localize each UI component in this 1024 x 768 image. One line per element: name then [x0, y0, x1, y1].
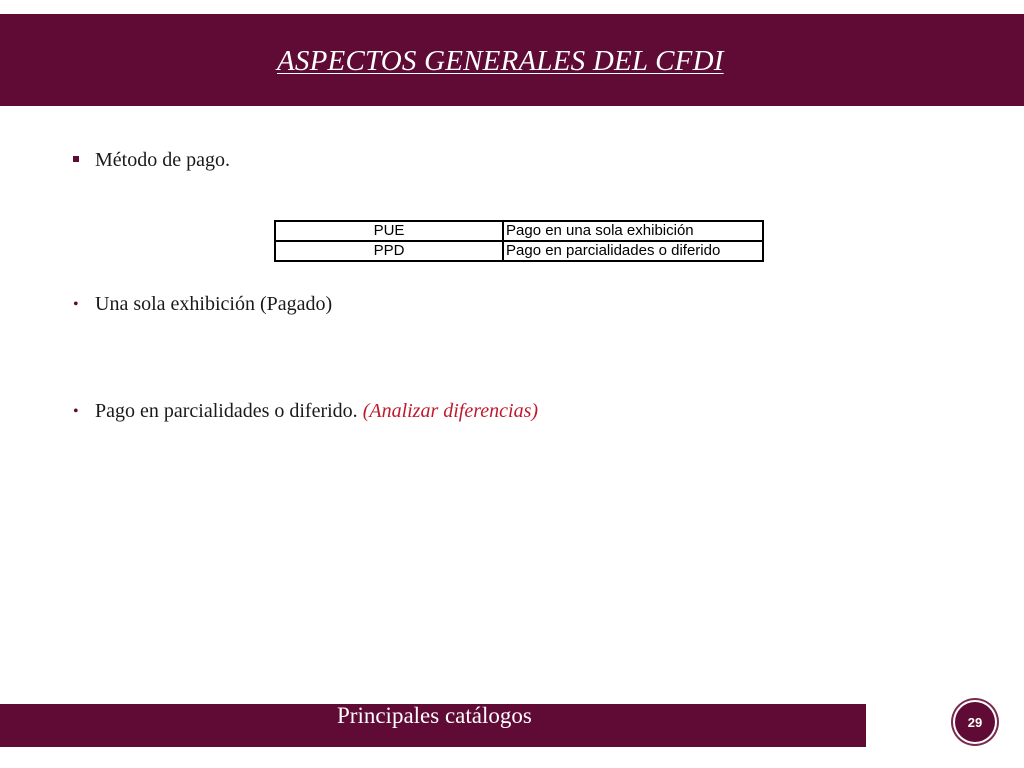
- slide-title: ASPECTOS GENERALES DEL CFDI: [277, 45, 724, 77]
- slide-header-bar: [0, 14, 1024, 106]
- list-item-metodo-de-pago: [73, 149, 230, 172]
- list-item-text: Una sola exhibición (Pagado): [95, 293, 333, 315]
- page-number: 29: [967, 714, 983, 730]
- dot-bullet-icon: •: [73, 403, 79, 420]
- list-item-pago-en-parcialidades: [73, 400, 538, 423]
- page-number-badge: [955, 702, 995, 742]
- table-cell-code: PPD: [275, 241, 503, 261]
- analysis-note: (Analizar diferencias): [362, 400, 539, 422]
- table-cell-code: PUE: [275, 221, 503, 241]
- payment-method-table: [274, 220, 764, 262]
- table-row: [275, 221, 763, 241]
- table-cell-description: Pago en parcialidades o diferido: [503, 241, 763, 261]
- table-row: [275, 241, 763, 261]
- dot-bullet-icon: •: [73, 296, 79, 313]
- square-bullet-icon: [73, 149, 95, 172]
- list-item-text: Método de pago.: [95, 149, 230, 171]
- table-cell-description: Pago en una sola exhibición: [503, 221, 763, 241]
- list-item-una-sola-exhibicion: [73, 293, 332, 316]
- list-item-text: Pago en parcialidades o diferido.: [95, 400, 363, 422]
- footer-section-title: Principales catálogos: [337, 703, 532, 728]
